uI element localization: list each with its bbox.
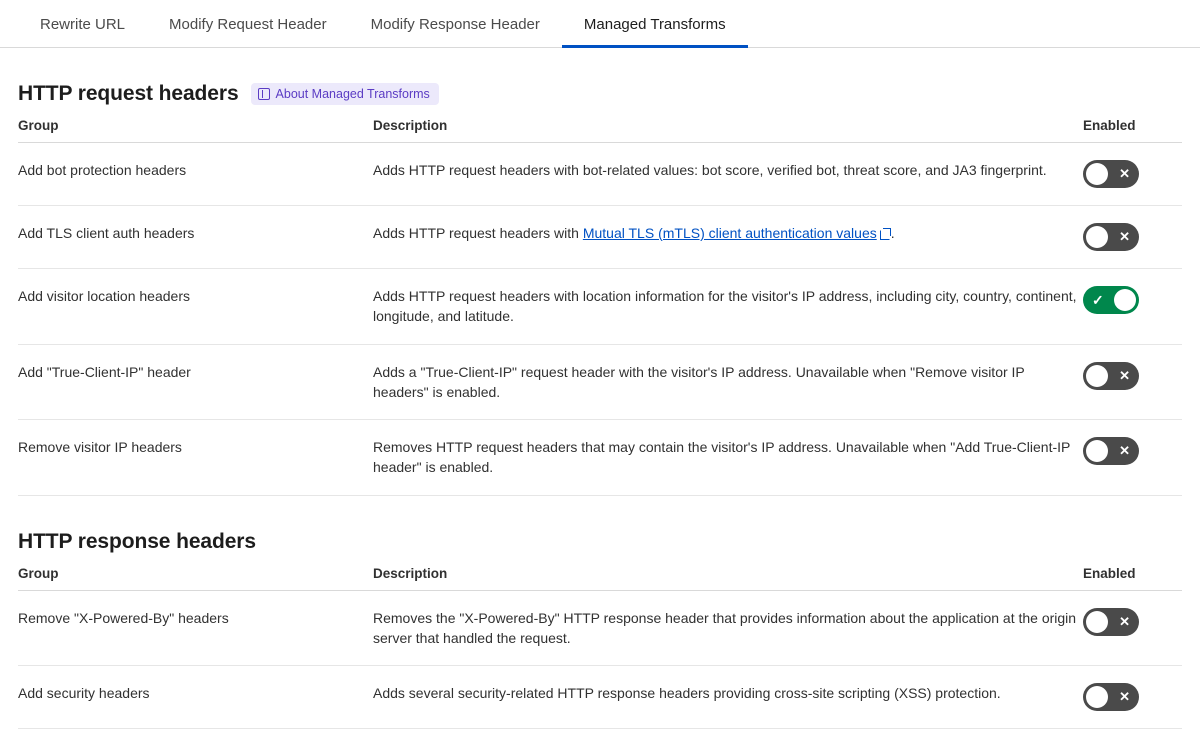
enabled-cell [1083, 666, 1182, 729]
response-headers-table [18, 566, 1182, 730]
toggle-remove-visitor-ip-headers[interactable] [1083, 437, 1139, 465]
table-row [18, 666, 1182, 729]
tab-modify-response-header[interactable]: Modify Response Header [370, 16, 540, 33]
table-row [18, 269, 1182, 345]
row-description-suffix: . [890, 225, 895, 241]
section-header-request [18, 82, 1182, 106]
toggle-off-icon: ✕ [1119, 443, 1130, 459]
row-description: Removes the "X-Powered-By" HTTP response header that provides information about the application at the origin server that handled the request. [373, 590, 1083, 666]
toggle-knob [1114, 289, 1136, 311]
enabled-cell [1083, 344, 1182, 420]
toggle-add-true-client-ip-header[interactable] [1083, 362, 1139, 390]
toggle-off-icon: ✕ [1119, 689, 1130, 705]
enabled-cell [1083, 590, 1182, 666]
page-title-request-headers: HTTP request headers [18, 82, 239, 105]
tab-managed-transforms[interactable]: Managed Transforms [562, 17, 748, 48]
table-row [18, 590, 1182, 666]
row-description [373, 206, 1083, 269]
table-row [18, 206, 1182, 269]
about-managed-transforms-label: About Managed Transforms [275, 87, 430, 101]
row-group-label: Add "True-Client-IP" header [18, 344, 373, 420]
table-row [18, 344, 1182, 420]
column-header-description: Description [373, 566, 1083, 591]
table-row [18, 143, 1182, 206]
tab-modify-request-header[interactable]: Modify Request Header [169, 16, 327, 33]
mtls-docs-link[interactable]: Mutual TLS (mTLS) client authentication values [582, 225, 877, 241]
book-icon [258, 88, 270, 100]
toggle-off-icon: ✕ [1119, 166, 1130, 181]
toggle-knob [1086, 686, 1108, 708]
toggle-off-icon: ✕ [1119, 229, 1130, 244]
column-header-enabled: Enabled [1083, 566, 1182, 591]
section-header-response [18, 530, 1182, 554]
enabled-cell [1083, 269, 1182, 345]
row-description: Adds a "True-Client-IP" request header with the visitor's IP address. Unavailable when "Remove visitor IP headers" is enabled. [373, 344, 1083, 420]
page-title-response-headers: HTTP response headers [18, 529, 256, 553]
table-header-row [18, 566, 1182, 591]
enabled-cell [1083, 206, 1182, 269]
toggle-add-visitor-location-headers[interactable] [1083, 286, 1139, 314]
toggle-knob [1086, 440, 1108, 462]
external-link-icon [880, 228, 891, 239]
table-header-row [18, 118, 1182, 143]
toggle-knob [1086, 226, 1108, 248]
column-header-group: Group [18, 118, 373, 143]
row-description-prefix: Adds HTTP request headers with [373, 225, 583, 241]
toggle-on-icon: ✓ [1092, 292, 1104, 308]
column-header-description: Description [373, 118, 1083, 143]
section-http-request-headers [0, 82, 1200, 496]
request-headers-table [18, 118, 1182, 496]
tab-rewrite-url[interactable]: Rewrite URL [40, 16, 126, 33]
row-group-label: Add bot protection headers [18, 143, 373, 206]
enabled-cell [1083, 143, 1182, 206]
row-description: Adds several security-related HTTP response headers providing cross-site scripting (XSS) protection. [373, 666, 1083, 729]
toggle-add-bot-protection-headers[interactable] [1083, 160, 1139, 188]
toggle-knob [1086, 611, 1108, 633]
row-group-label: Remove visitor IP headers [18, 420, 373, 496]
row-group-label: Add security headers [18, 666, 373, 729]
toggle-off-icon: ✕ [1119, 613, 1130, 629]
row-group-label: Add TLS client auth headers [18, 206, 373, 269]
toggle-add-security-headers[interactable] [1083, 683, 1139, 711]
toggle-add-tls-client-auth-headers[interactable] [1083, 223, 1139, 251]
column-header-enabled: Enabled [1083, 118, 1182, 143]
toggle-remove-x-powered-by-headers[interactable] [1083, 608, 1139, 636]
row-group-label: Remove "X-Powered-By" headers [18, 590, 373, 666]
table-row [18, 420, 1182, 496]
row-group-label: Add visitor location headers [18, 269, 373, 345]
toggle-off-icon: ✕ [1119, 367, 1130, 383]
row-description: Removes HTTP request headers that may contain the visitor's IP address. Unavailable when "Add True-Client-IP header" is enabled. [373, 420, 1083, 496]
tab-bar [0, 0, 1200, 48]
enabled-cell [1083, 420, 1182, 496]
about-managed-transforms-button[interactable] [251, 83, 439, 105]
row-description: Adds HTTP request headers with location information for the visitor's IP address, including city, country, continent, longitude, and latitude. [373, 269, 1083, 345]
toggle-knob [1086, 163, 1108, 185]
toggle-knob [1086, 365, 1108, 387]
section-http-response-headers [0, 530, 1200, 730]
row-description: Adds HTTP request headers with bot-related values: bot score, verified bot, threat score, and JA3 fingerprint. [373, 143, 1083, 206]
column-header-group: Group [18, 566, 373, 591]
